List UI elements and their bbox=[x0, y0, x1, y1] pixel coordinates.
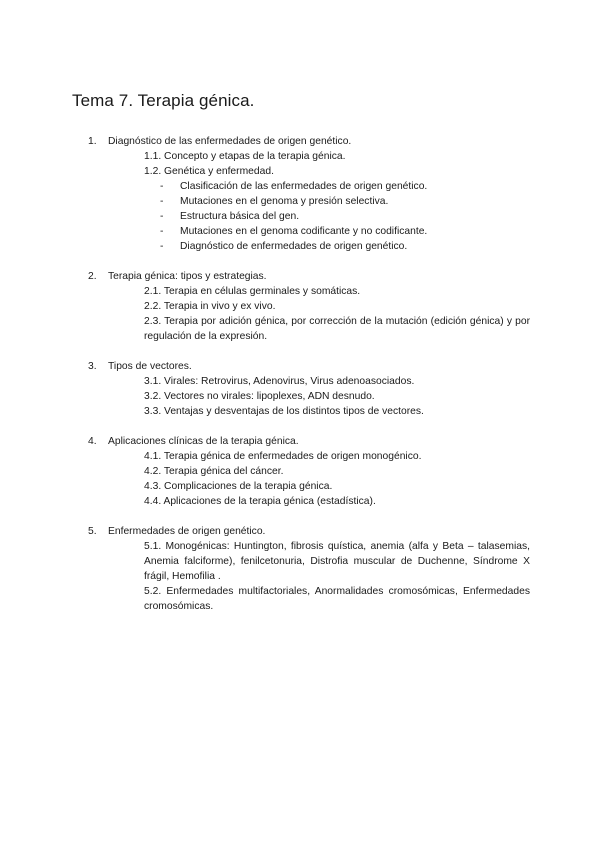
subsection-item: 2.3. Terapia por adición génica, por corrección de la mutación (edición génica) y por regulación de la expresión. bbox=[144, 316, 530, 342]
bullet-item bbox=[160, 224, 530, 239]
subsection-item: 4.3. Complicaciones de la terapia génica. bbox=[144, 481, 333, 492]
subsection-list bbox=[144, 149, 530, 254]
section-number: 3. bbox=[88, 361, 97, 372]
subsection-item: 4.4. Aplicaciones de la terapia génica (estadística). bbox=[144, 496, 376, 507]
subsection-item: 5.2. Enfermedades multifactoriales, Anormalidades cromosómicas, Enfermedades cromosómicas. bbox=[144, 586, 530, 612]
page-title: Tema 7. Terapia génica. bbox=[72, 91, 255, 110]
section-1 bbox=[88, 134, 530, 254]
section-title: Enfermedades de origen genético. bbox=[108, 526, 266, 537]
topic-outline bbox=[88, 134, 530, 629]
section-heading bbox=[88, 269, 530, 284]
section-3 bbox=[88, 359, 530, 419]
dash-marker: - bbox=[160, 211, 164, 222]
section-heading bbox=[88, 434, 530, 449]
dash-marker: - bbox=[160, 241, 164, 252]
subsection-item: 2.1. Terapia en células germinales y somáticas. bbox=[144, 286, 361, 297]
section-title: Terapia génica: tipos y estrategias. bbox=[108, 271, 267, 282]
subsection-item: 1.1. Concepto y etapas de la terapia génica. bbox=[144, 151, 346, 162]
subsection-list bbox=[144, 449, 530, 509]
subsection-item: 3.3. Ventajas y desventajas de los distintos tipos de vectores. bbox=[144, 406, 424, 417]
subsection-item: 4.2. Terapia génica del cáncer. bbox=[144, 466, 284, 477]
subsection-item: 4.1. Terapia génica de enfermedades de origen monogénico. bbox=[144, 451, 422, 462]
dash-marker: - bbox=[160, 196, 164, 207]
section-title: Aplicaciones clínicas de la terapia génica. bbox=[108, 436, 299, 447]
bullet-list bbox=[160, 179, 530, 254]
section-4 bbox=[88, 434, 530, 509]
section-title: Diagnóstico de las enfermedades de origen genético. bbox=[108, 136, 352, 147]
subsection-item: 3.2. Vectores no virales: lipoplexes, ADN desnudo. bbox=[144, 391, 375, 402]
section-heading bbox=[88, 359, 530, 374]
bullet-text: Mutaciones en el genoma codificante y no codificante. bbox=[180, 226, 428, 237]
bullet-item bbox=[160, 179, 530, 194]
bullet-text: Estructura básica del gen. bbox=[180, 211, 300, 222]
bullet-item bbox=[160, 239, 530, 254]
section-5 bbox=[88, 524, 530, 614]
subsection-list bbox=[144, 539, 530, 614]
subsection-list bbox=[144, 374, 530, 419]
subsection-item: 5.1. Monogénicas: Huntington, fibrosis quística, anemia (alfa y Beta – talasemias, Anemia falciforme), fenilcetonuria, Distrofia muscular de Duchenne, Síndrome X frágil, Hemofilia . bbox=[144, 541, 530, 582]
section-heading bbox=[88, 134, 530, 149]
subsection-list bbox=[144, 284, 530, 344]
section-number: 1. bbox=[88, 136, 97, 147]
section-2 bbox=[88, 269, 530, 344]
bullet-text: Clasificación de las enfermedades de origen genético. bbox=[180, 181, 428, 192]
bullet-item bbox=[160, 194, 530, 209]
section-number: 4. bbox=[88, 436, 97, 447]
section-number: 5. bbox=[88, 526, 97, 537]
bullet-item bbox=[160, 209, 530, 224]
bullet-text: Diagnóstico de enfermedades de origen genético. bbox=[180, 241, 408, 252]
bullet-text: Mutaciones en el genoma y presión selectiva. bbox=[180, 196, 389, 207]
dash-marker: - bbox=[160, 181, 164, 192]
dash-marker: - bbox=[160, 226, 164, 237]
subsection-item: 2.2. Terapia in vivo y ex vivo. bbox=[144, 301, 276, 312]
section-heading bbox=[88, 524, 530, 539]
subsection-item: 1.2. Genética y enfermedad. bbox=[144, 166, 274, 177]
section-title: Tipos de vectores. bbox=[108, 361, 192, 372]
subsection-item: 3.1. Virales: Retrovirus, Adenovirus, Virus adenoasociados. bbox=[144, 376, 415, 387]
section-number: 2. bbox=[88, 271, 97, 282]
